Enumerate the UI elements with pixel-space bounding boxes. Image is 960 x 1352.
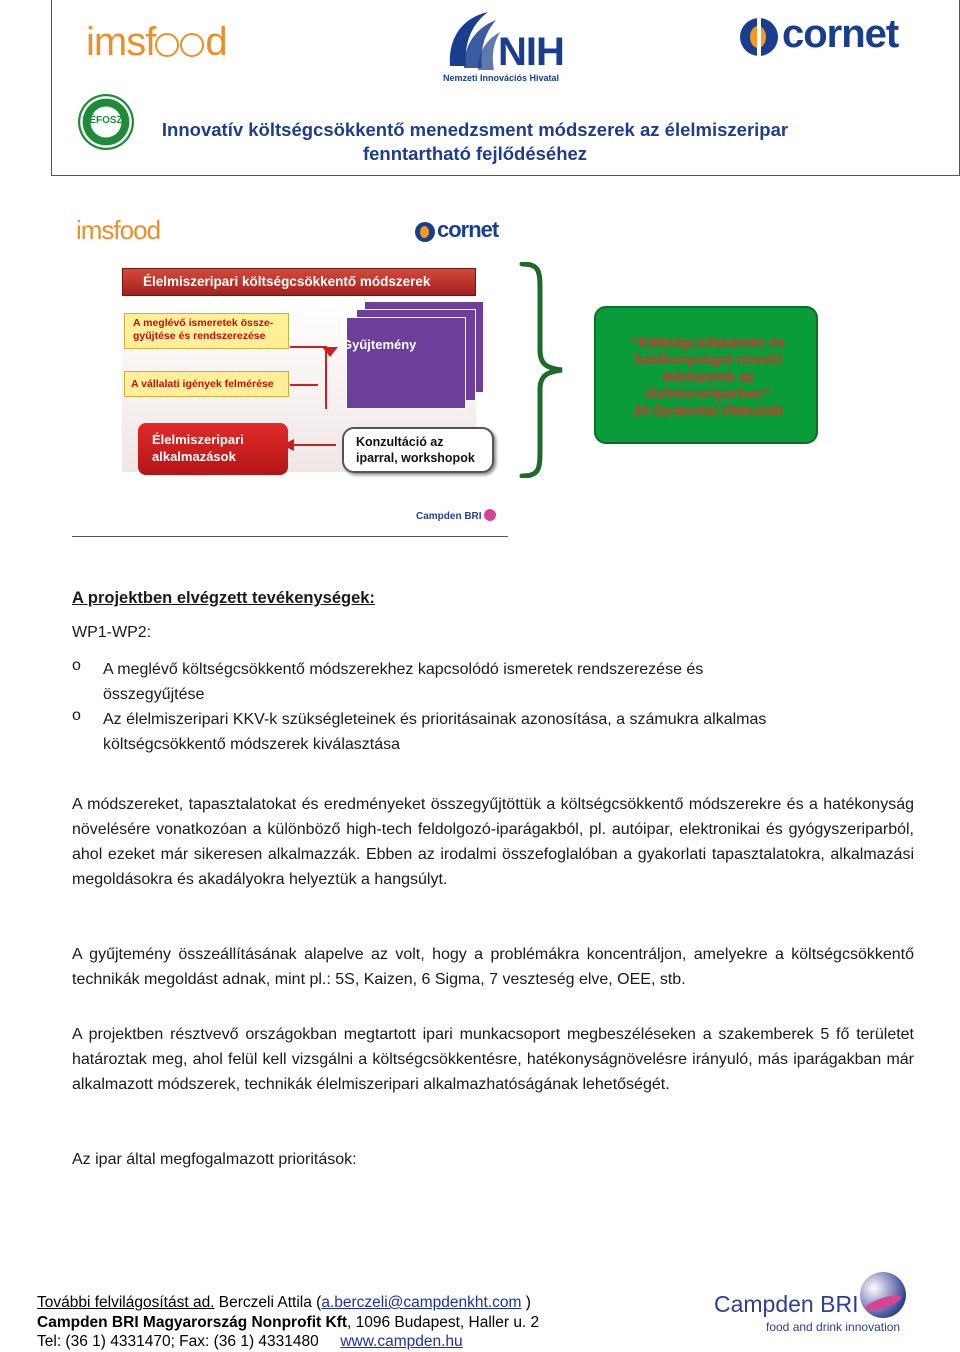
nih-logo-text: NIH <box>498 30 564 74</box>
efosz-logo-text: ÉFOSZ <box>89 115 123 126</box>
list-item <box>103 707 903 757</box>
diagram-cornet-mark <box>415 222 435 242</box>
diagram-box-collect-line2: gyűjtése és rendszerezése <box>133 330 266 342</box>
campden-logo-mark <box>860 1272 906 1318</box>
efosz-logo <box>78 94 134 150</box>
guide-box-text <box>594 334 822 419</box>
guide-line5: Jó Gyakorlat Útmutató <box>632 402 784 418</box>
footer-company: Campden BRI Magyarország Nonprofit Kft <box>37 1313 348 1331</box>
diagram-divider <box>72 536 508 537</box>
bullet-marker: o <box>72 707 81 724</box>
section-heading: A projektben elvégzett tevékenységek: <box>72 589 375 607</box>
footer-website-link[interactable]: www.campden.hu <box>340 1333 463 1350</box>
diagram-box-collect <box>124 313 289 349</box>
collection-label: Gyűjtemény <box>342 337 417 352</box>
nih-subtitle: Nemzeti Innovációs Hivatal <box>443 73 560 83</box>
footer-email-close: ) <box>521 1294 531 1311</box>
cornet-logo-mark <box>740 18 778 56</box>
methods-diagram <box>72 205 508 537</box>
list-item-line1: A meglévő költségcsökkentő módszerekhez kapcsolódó ismeretek rendszerezése és <box>103 661 704 678</box>
footer-email-link[interactable]: a.berczeli@campdenkht.com <box>321 1294 522 1311</box>
footer-address: , 1096 Budapest, Haller u. 2 <box>347 1313 540 1331</box>
diagram-food-applications <box>138 423 288 475</box>
guide-line2: hatékonyságot növelő <box>634 351 782 367</box>
curly-brace <box>518 262 564 478</box>
diagram-consultation <box>342 427 494 473</box>
diagram-box-needs: A vállalati igények felmérése <box>124 371 289 397</box>
guide-line4: élelmiszeriparban” <box>645 385 771 401</box>
guide-line1: “Költségcsökkentés és <box>630 334 786 350</box>
paragraph-collection: A gyűjtemény összeállításának alapelve az volt, hogy a problémákra koncentráljon, amelyekre a költségcsökkentő technikák megoldást adnak, mint pl.: 5S, Kaizen, 6 Sigma, 7 veszteség elve, OEE, stb. <box>72 946 914 988</box>
page-title-line1: Innovatív költségcsökkentő menedzsment módszerek az élelmiszeripar <box>161 119 789 140</box>
paragraph-priorities: Az ipar által megfogalmazott prioritások: <box>72 1151 357 1168</box>
work-package-label: WP1-WP2: <box>72 624 152 641</box>
footer-line1 <box>37 1293 539 1313</box>
footer-line3 <box>37 1332 539 1352</box>
diagram-cornet-logo: cornet <box>437 217 499 242</box>
consultation-line1: Konzultáció az <box>356 435 444 449</box>
page-title-line2: fenntartható fejlődéséhez <box>362 143 588 164</box>
list-item-line1: Az élelmiszeripari KKV-k szükségleteinek és prioritásainak azonosítása, a számukra alkalmas <box>103 711 767 728</box>
consultation-line2: iparral, workshopok <box>356 451 475 465</box>
bullet-marker: o <box>72 657 81 674</box>
food-applications-line1: Élelmiszeripari <box>152 432 244 447</box>
paragraph-workshops: A projektben résztvevő országokban megtartott ipari munkacsoport megbeszéléseken a szakemberek 5 fő területet határoztak meg, ahol felül kell vizsgálni a költségcsökkentésre, hatékonyságnövelésre irányuló, más iparágakban már alkalmazott módszerek, technikák élelmiszeripari alkalmazhatóságának lehetőségét. <box>72 1026 914 1093</box>
list-item-line2: összegyűjtése <box>103 686 205 703</box>
footer-line2 <box>37 1313 539 1333</box>
list-item <box>103 657 903 707</box>
food-applications-line2: alkalmazások <box>152 449 236 464</box>
page-title <box>130 118 820 166</box>
diagram-imsfood-logo: imsfood <box>76 215 161 245</box>
campden-logo-name: Campden BRI <box>714 1291 859 1317</box>
campden-logo-tagline: food and drink innovation <box>766 1320 901 1334</box>
diagram-banner: Élelmiszeripari költségcsökkentő módszerek <box>122 268 476 296</box>
paragraph-methods: A módszereket, tapasztalatokat és eredményeket összegyűjtöttük a költségcsökkentő módszerekre és a hatékonyság növelésére vonatkozóan a különböző high-tech feldolgozó-iparágakból, pl. autóipar, elektronikai és gyógyszeriparból, ahol ezeket már sikeresen alkalmazzák. Ebben az irodalmi összefoglalóban a gyakorlati tapasztalatokra, alkalmazási megoldásokra és akadályokra helyeztük a hangsúlyt. <box>72 796 914 888</box>
diagram-campden-logo: Campden BRI <box>416 509 496 522</box>
collection-page-front <box>346 317 466 409</box>
cornet-logo-text: cornet <box>782 12 899 56</box>
guide-line3: módszerek az <box>662 368 754 384</box>
diagram-box-collect-line1: A meglévő ismeretek össze- <box>133 317 274 329</box>
footer-phone: Tel: (36 1) 4331470; Fax: (36 1) 4331480 <box>37 1333 319 1350</box>
footer-contact <box>37 1293 539 1352</box>
footer-contact-name: Berczeli Attila ( <box>214 1294 322 1311</box>
footer-info-label: További felvilágosítást ad. <box>37 1294 215 1311</box>
imsfood-logo: imsf d <box>86 20 227 64</box>
list-item-line2: költségcsökkentő módszerek kiválasztása <box>103 736 401 753</box>
